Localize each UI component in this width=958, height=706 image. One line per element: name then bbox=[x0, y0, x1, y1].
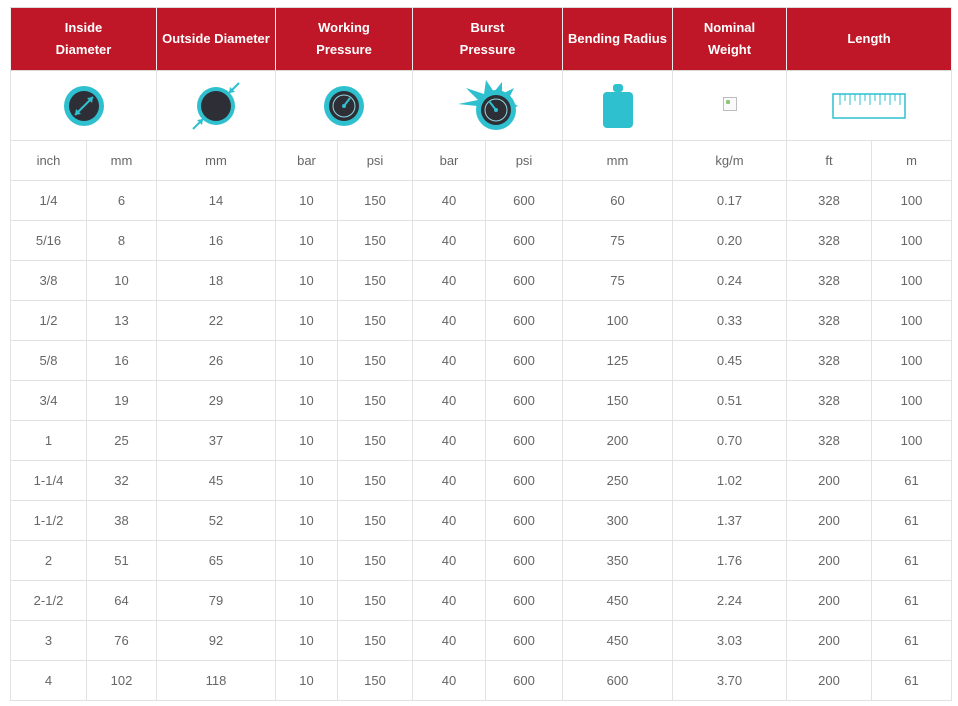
table-cell: 2.24 bbox=[673, 581, 787, 621]
header-length: Length bbox=[787, 8, 952, 71]
table-cell: 450 bbox=[563, 581, 673, 621]
table-cell: 10 bbox=[276, 381, 338, 421]
table-cell: 125 bbox=[563, 341, 673, 381]
table-cell: 0.70 bbox=[673, 421, 787, 461]
table-cell: 52 bbox=[157, 501, 276, 541]
table-cell: 150 bbox=[338, 301, 413, 341]
units-row bbox=[11, 141, 952, 181]
table-row bbox=[11, 341, 952, 381]
table-cell: 8 bbox=[87, 221, 157, 261]
table-cell: 61 bbox=[872, 501, 952, 541]
unit-cell: ft bbox=[787, 141, 872, 181]
table-cell: 1-1/4 bbox=[11, 461, 87, 501]
hose-spec-table bbox=[10, 7, 952, 701]
table-cell: 29 bbox=[157, 381, 276, 421]
table-cell: 150 bbox=[338, 341, 413, 381]
table-cell: 0.17 bbox=[673, 181, 787, 221]
table-cell: 600 bbox=[563, 661, 673, 701]
table-row bbox=[11, 541, 952, 581]
table-row bbox=[11, 461, 952, 501]
table-row bbox=[11, 581, 952, 621]
table-cell: 19 bbox=[87, 381, 157, 421]
table-cell: 1.37 bbox=[673, 501, 787, 541]
unit-cell: mm bbox=[157, 141, 276, 181]
table-cell: 10 bbox=[276, 541, 338, 581]
table-cell: 328 bbox=[787, 261, 872, 301]
burst-gauge-icon bbox=[456, 78, 520, 134]
table-cell: 40 bbox=[413, 341, 486, 381]
table-cell: 22 bbox=[157, 301, 276, 341]
table-cell: 100 bbox=[872, 341, 952, 381]
table-cell: 1.76 bbox=[673, 541, 787, 581]
table-cell: 150 bbox=[338, 421, 413, 461]
table-cell: 14 bbox=[157, 181, 276, 221]
unit-cell: kg/m bbox=[673, 141, 787, 181]
table-cell: 16 bbox=[157, 221, 276, 261]
table-cell: 150 bbox=[338, 541, 413, 581]
pressure-gauge-icon bbox=[322, 84, 366, 128]
table-cell: 150 bbox=[338, 181, 413, 221]
table-cell: 328 bbox=[787, 301, 872, 341]
table-row bbox=[11, 501, 952, 541]
unit-cell: bar bbox=[413, 141, 486, 181]
table-cell: 0.45 bbox=[673, 341, 787, 381]
table-cell: 38 bbox=[87, 501, 157, 541]
table-cell: 61 bbox=[872, 621, 952, 661]
table-cell: 10 bbox=[276, 181, 338, 221]
table-cell: 600 bbox=[486, 661, 563, 701]
table-cell: 600 bbox=[486, 581, 563, 621]
table-cell: 328 bbox=[787, 181, 872, 221]
table-cell: 75 bbox=[563, 261, 673, 301]
header-outside-diameter: Outside Diameter bbox=[157, 8, 276, 71]
table-cell: 328 bbox=[787, 341, 872, 381]
table-cell: 3/4 bbox=[11, 381, 87, 421]
table-cell: 1/4 bbox=[11, 181, 87, 221]
table-cell: 64 bbox=[87, 581, 157, 621]
unit-cell: mm bbox=[87, 141, 157, 181]
unit-cell: psi bbox=[486, 141, 563, 181]
table-cell: 61 bbox=[872, 661, 952, 701]
ruler-icon bbox=[832, 93, 906, 119]
table-cell: 61 bbox=[872, 541, 952, 581]
table-cell: 5/8 bbox=[11, 341, 87, 381]
table-cell: 1.02 bbox=[673, 461, 787, 501]
table-cell: 40 bbox=[413, 261, 486, 301]
unit-cell: inch bbox=[11, 141, 87, 181]
table-cell: 150 bbox=[338, 501, 413, 541]
table-cell: 10 bbox=[276, 221, 338, 261]
table-cell: 600 bbox=[486, 341, 563, 381]
table-cell: 40 bbox=[413, 621, 486, 661]
table-row bbox=[11, 181, 952, 221]
table-cell: 150 bbox=[338, 661, 413, 701]
table-cell: 3 bbox=[11, 621, 87, 661]
table-row bbox=[11, 621, 952, 661]
table-cell: 25 bbox=[87, 421, 157, 461]
table-cell: 200 bbox=[563, 421, 673, 461]
table-cell: 3.70 bbox=[673, 661, 787, 701]
table-row bbox=[11, 421, 952, 461]
table-cell: 600 bbox=[486, 181, 563, 221]
table-cell: 150 bbox=[338, 261, 413, 301]
table-cell: 40 bbox=[413, 661, 486, 701]
table-cell: 40 bbox=[413, 421, 486, 461]
unit-cell: m bbox=[872, 141, 952, 181]
table-cell: 600 bbox=[486, 541, 563, 581]
table-cell: 1/2 bbox=[11, 301, 87, 341]
table-cell: 10 bbox=[276, 461, 338, 501]
table-cell: 328 bbox=[787, 381, 872, 421]
icon-row bbox=[11, 71, 952, 141]
table-cell: 75 bbox=[563, 221, 673, 261]
table-cell: 100 bbox=[563, 301, 673, 341]
table-cell: 10 bbox=[276, 261, 338, 301]
header-row bbox=[11, 8, 952, 71]
table-cell: 600 bbox=[486, 301, 563, 341]
table-cell: 40 bbox=[413, 501, 486, 541]
table-row bbox=[11, 221, 952, 261]
table-cell: 10 bbox=[276, 661, 338, 701]
table-cell: 100 bbox=[872, 421, 952, 461]
unit-cell: psi bbox=[338, 141, 413, 181]
table-cell: 100 bbox=[872, 261, 952, 301]
header-inside-diameter: Inside Diameter bbox=[11, 8, 157, 71]
table-cell: 200 bbox=[787, 581, 872, 621]
table-cell: 40 bbox=[413, 461, 486, 501]
table-cell: 100 bbox=[872, 381, 952, 421]
table-cell: 45 bbox=[157, 461, 276, 501]
header-working-pressure: Working Pressure bbox=[276, 8, 413, 71]
table-cell: 79 bbox=[157, 581, 276, 621]
table-cell: 200 bbox=[787, 501, 872, 541]
table-cell: 300 bbox=[563, 501, 673, 541]
outside-diameter-icon bbox=[188, 80, 244, 132]
table-cell: 150 bbox=[338, 621, 413, 661]
table-cell: 61 bbox=[872, 581, 952, 621]
table-cell: 200 bbox=[787, 461, 872, 501]
table-cell: 600 bbox=[486, 221, 563, 261]
table-cell: 40 bbox=[413, 221, 486, 261]
table-row bbox=[11, 301, 952, 341]
table-cell: 100 bbox=[872, 301, 952, 341]
table-cell: 450 bbox=[563, 621, 673, 661]
table-cell: 0.33 bbox=[673, 301, 787, 341]
table-cell: 0.24 bbox=[673, 261, 787, 301]
table-cell: 100 bbox=[872, 181, 952, 221]
unit-cell: bar bbox=[276, 141, 338, 181]
broken-image-icon bbox=[723, 97, 737, 111]
table-cell: 60 bbox=[563, 181, 673, 221]
table-cell: 250 bbox=[563, 461, 673, 501]
inside-diameter-icon bbox=[62, 84, 106, 128]
table-cell: 328 bbox=[787, 221, 872, 261]
table-cell: 10 bbox=[276, 301, 338, 341]
table-cell: 600 bbox=[486, 261, 563, 301]
table-cell: 16 bbox=[87, 341, 157, 381]
table-cell: 100 bbox=[872, 221, 952, 261]
table-cell: 32 bbox=[87, 461, 157, 501]
table-body bbox=[11, 181, 952, 701]
table-cell: 10 bbox=[276, 341, 338, 381]
table-cell: 600 bbox=[486, 421, 563, 461]
table-cell: 76 bbox=[87, 621, 157, 661]
table-cell: 18 bbox=[157, 261, 276, 301]
table-cell: 37 bbox=[157, 421, 276, 461]
table-cell: 102 bbox=[87, 661, 157, 701]
table-cell: 40 bbox=[413, 181, 486, 221]
table-cell: 10 bbox=[276, 581, 338, 621]
table-cell: 150 bbox=[338, 381, 413, 421]
header-bending-radius: Bending Radius bbox=[563, 8, 673, 71]
table-cell: 118 bbox=[157, 661, 276, 701]
table-cell: 92 bbox=[157, 621, 276, 661]
header-burst-pressure: Burst Pressure bbox=[413, 8, 563, 71]
table-cell: 0.51 bbox=[673, 381, 787, 421]
table-cell: 150 bbox=[338, 461, 413, 501]
table-cell: 2-1/2 bbox=[11, 581, 87, 621]
table-cell: 600 bbox=[486, 621, 563, 661]
table-cell: 3.03 bbox=[673, 621, 787, 661]
table-cell: 200 bbox=[787, 661, 872, 701]
table-cell: 1 bbox=[11, 421, 87, 461]
table-cell: 200 bbox=[787, 541, 872, 581]
table-cell: 6 bbox=[87, 181, 157, 221]
table-row bbox=[11, 381, 952, 421]
table-cell: 150 bbox=[338, 221, 413, 261]
table-cell: 328 bbox=[787, 421, 872, 461]
table-cell: 10 bbox=[276, 501, 338, 541]
table-cell: 51 bbox=[87, 541, 157, 581]
table-cell: 40 bbox=[413, 381, 486, 421]
table-cell: 350 bbox=[563, 541, 673, 581]
table-cell: 26 bbox=[157, 341, 276, 381]
table-cell: 10 bbox=[87, 261, 157, 301]
table-cell: 1-1/2 bbox=[11, 501, 87, 541]
table-cell: 13 bbox=[87, 301, 157, 341]
header-nominal-weight: Nominal Weight bbox=[673, 8, 787, 71]
unit-cell: mm bbox=[563, 141, 673, 181]
table-cell: 10 bbox=[276, 621, 338, 661]
table-cell: 600 bbox=[486, 501, 563, 541]
table-cell: 2 bbox=[11, 541, 87, 581]
table-cell: 10 bbox=[276, 421, 338, 461]
table-cell: 40 bbox=[413, 581, 486, 621]
weight-icon bbox=[601, 82, 635, 130]
table-row bbox=[11, 261, 952, 301]
table-cell: 3/8 bbox=[11, 261, 87, 301]
table-cell: 150 bbox=[338, 581, 413, 621]
table-cell: 40 bbox=[413, 301, 486, 341]
table-cell: 600 bbox=[486, 461, 563, 501]
table-cell: 40 bbox=[413, 541, 486, 581]
table-cell: 150 bbox=[563, 381, 673, 421]
table-cell: 600 bbox=[486, 381, 563, 421]
table-cell: 65 bbox=[157, 541, 276, 581]
table-cell: 0.20 bbox=[673, 221, 787, 261]
table-cell: 61 bbox=[872, 461, 952, 501]
table-cell: 4 bbox=[11, 661, 87, 701]
table-cell: 5/16 bbox=[11, 221, 87, 261]
table-row bbox=[11, 661, 952, 701]
table-cell: 200 bbox=[787, 621, 872, 661]
